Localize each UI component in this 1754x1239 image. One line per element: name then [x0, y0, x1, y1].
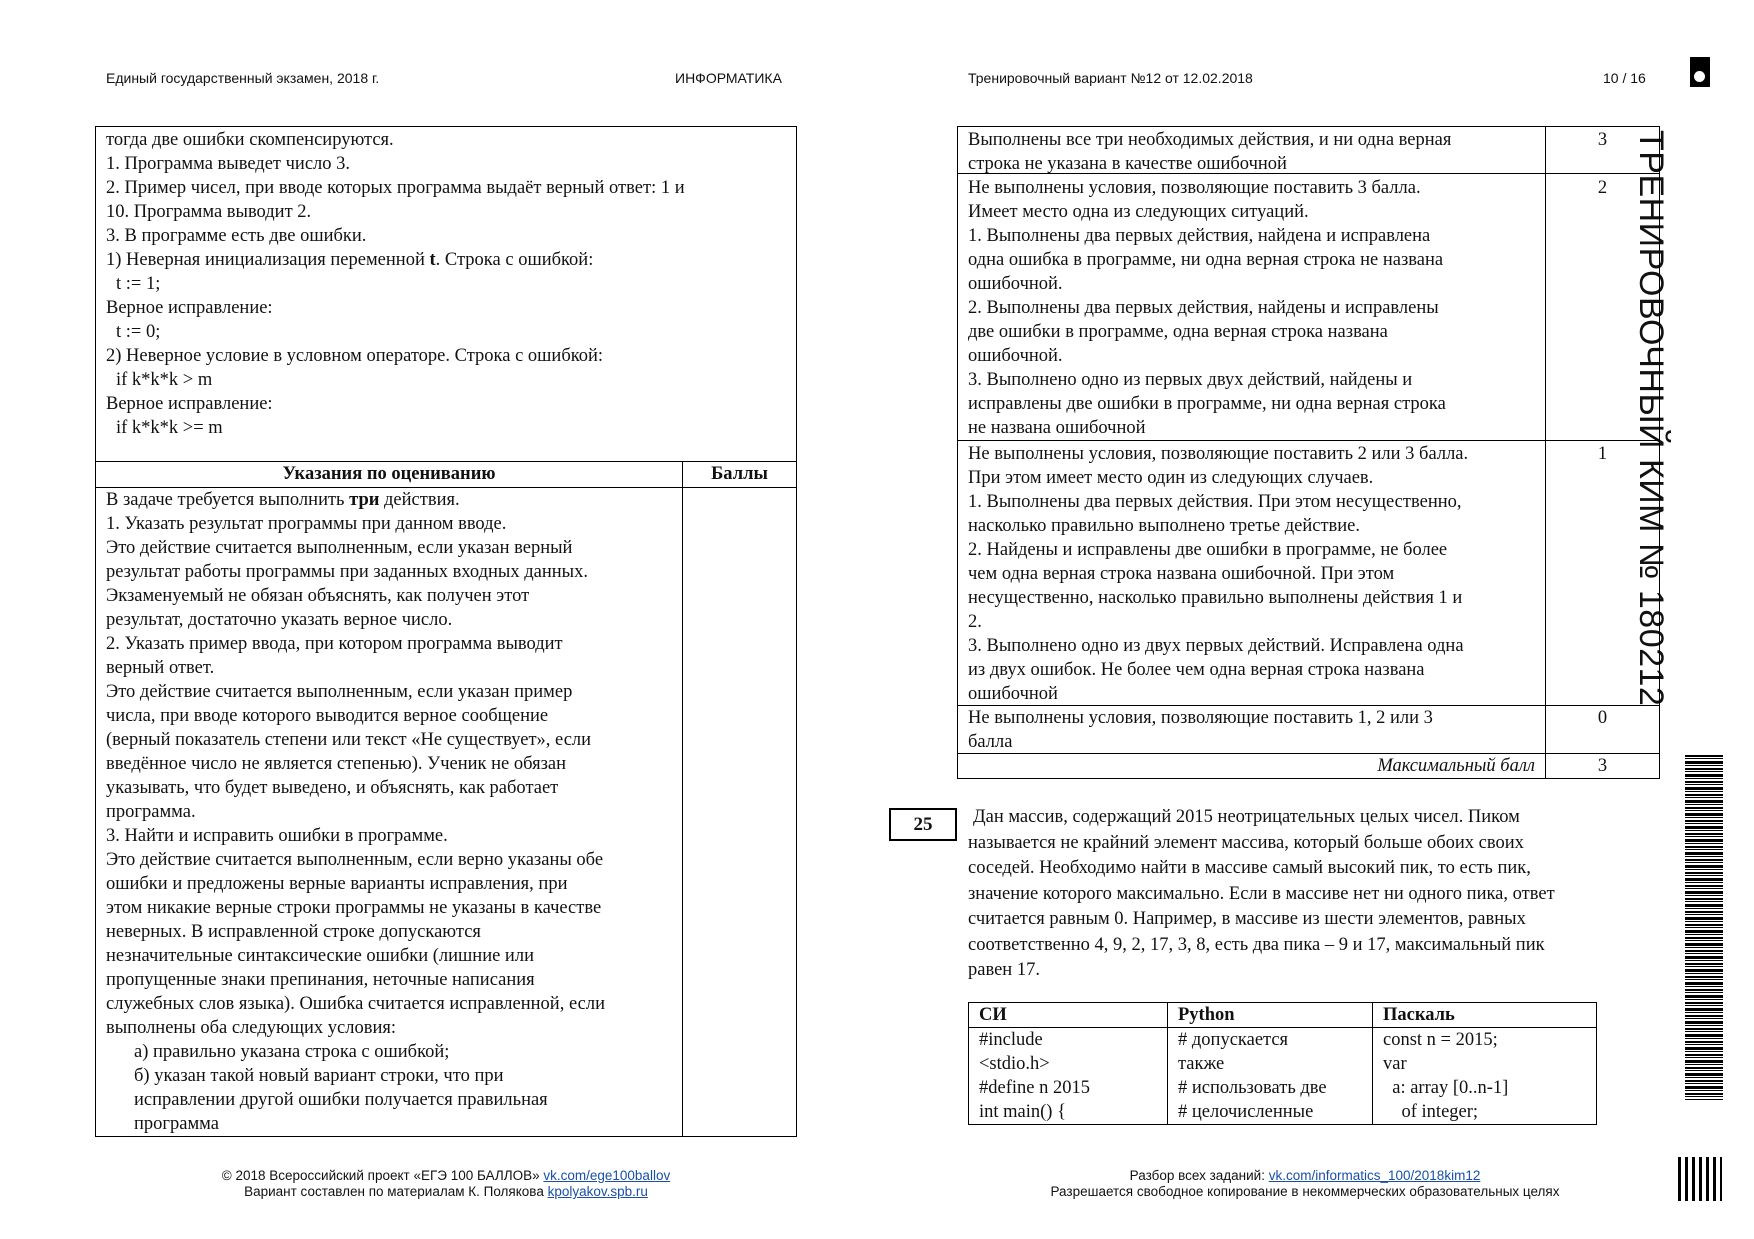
score-row-1-points: 1 — [1545, 440, 1660, 706]
footer-link-informatics[interactable]: vk.com/informatics_100/2018kim12 — [1268, 1168, 1481, 1183]
answer-line: тогда две ошибки скомпенсируются. — [106, 130, 394, 150]
answer-line: 3. В программе есть две ошибки. — [106, 226, 367, 246]
criteria-header: Указания по оцениванию — [95, 462, 683, 488]
criteria-body — [95, 487, 683, 1137]
footer-link-vk[interactable]: vk.com/ege100ballov — [543, 1168, 671, 1183]
code-col-header-pascal: Паскаль — [1373, 1003, 1597, 1028]
condition-line: исправлении другой ошибки получается правильная — [134, 1090, 548, 1110]
condition-line: а) правильно указана строка с ошибкой; — [134, 1042, 450, 1062]
task-line: называется не крайний элемент массива, который больше обоих своих — [968, 832, 1524, 853]
criteria-line: незначительные синтаксические ошибки (лишние или — [106, 946, 534, 966]
task-line: равен 17. — [968, 960, 1040, 980]
max-score-value: 3 — [1545, 753, 1660, 779]
score-row-3-points: 3 — [1545, 126, 1660, 174]
answer-line: 10. Программа выводит 2. — [106, 202, 312, 222]
criteria-line: программа. — [106, 802, 196, 822]
criteria-line: числа, при вводе которого выводится верное сообщение — [106, 706, 549, 726]
score-row-2-text: Не выполнены условия, позволяющие поставить 3 балла. Имеет место одна из следующих ситуаций. 1. Выполнены два первых действия, найдена и исправлена одна ошибка в программе, ни одна верная строка не названа ошибочной. 2. Выполнены два первых действия, найдены и исправлены две ошибки в программе, одна верная строка названа ошибочной. 3. Выполнено одно из первых двух действий, найдены и исправлены две ошибки в программе, ни одна верная строка не названа ошибочной — [957, 173, 1546, 441]
score-row-0-points: 0 — [1545, 705, 1660, 754]
error-1-code: t := 1; — [116, 274, 161, 294]
code-cell-pascal: const n = 2015; var a: array [0..n-1] of integer; — [1373, 1028, 1597, 1125]
corner-mark-icon — [1690, 57, 1710, 87]
criteria-line: 2. Указать пример ввода, при котором программа выводит — [106, 634, 563, 654]
max-score-label: Максимальный балл — [957, 753, 1546, 779]
criteria-line: Это действие считается выполненным, если указан верный — [106, 538, 573, 558]
qr-code-icon — [1678, 1157, 1722, 1201]
barcode-icon — [1685, 755, 1723, 1100]
task-line: соответственно 4, 9, 2, 17, 3, 8, есть два пика – 9 и 17, максимальный пик — [968, 934, 1545, 955]
task-line: Дан массив, содержащий 2015 неотрицательных целых чисел. Пиком — [973, 807, 1520, 827]
footer-left: © 2018 Всероссийский проект «ЕГЭ 100 БАЛЛОВ» vk.com/ege100ballov Вариант составлен по материалам К. Полякова kpolyakov.spb.ru — [221, 1168, 671, 1199]
criteria-line: неверных. В исправленной строке допускаются — [106, 922, 481, 942]
header-exam-title: Единый государственный экзамен, 2018 г. — [106, 70, 380, 86]
header-subject: ИНФОРМАТИКА — [675, 70, 782, 86]
criteria-line: результат работы программы при заданных входных данных. — [106, 562, 588, 582]
error-1-description: 1) Неверная инициализация переменной t. Строка с ошибкой: — [106, 250, 594, 270]
task-line: считается равным 0. Например, в массиве из шести элементов, равных — [968, 909, 1526, 929]
error-2-code: if k*k*k > m — [116, 370, 213, 390]
score-row-3-text: Выполнены все три необходимых действия, и ни одна верная строка не указана в качестве ошибочной — [957, 126, 1546, 174]
criteria-line: (верный показатель степени или текст «Не существует», если — [106, 730, 592, 750]
answer-box — [95, 126, 797, 462]
header-variant: Тренировочный вариант №12 от 12.02.2018 — [968, 70, 1253, 86]
footer-link-kpolyakov[interactable]: kpolyakov.spb.ru — [547, 1184, 648, 1199]
side-title: ТРЕНИРОВОЧНЫЙ КИМ № 180212 — [1632, 130, 1670, 707]
criteria-line: Экзаменуемый не обязан объяснять, как получен этот — [106, 586, 530, 606]
code-table — [968, 1002, 1597, 1125]
fix-label-2: Верное исправление: — [106, 394, 273, 414]
task-25-text — [968, 805, 1658, 984]
answer-line: 2. Пример чисел, при вводе которых программа выдаёт верный ответ: 1 и — [106, 178, 685, 198]
fix-label-1: Верное исправление: — [106, 298, 273, 318]
criteria-line: верный ответ. — [106, 658, 215, 678]
criteria-line: Это действие считается выполненным, если верно указаны обе — [106, 850, 604, 870]
code-col-header-c: СИ — [969, 1003, 1168, 1028]
criteria-line: выполнены оба следующих условия: — [106, 1018, 397, 1038]
criteria-line: ошибки и предложены верные варианты исправления, при — [106, 874, 568, 894]
criteria-line: указывать, что будет выведено, и объяснять, как работает — [106, 778, 559, 798]
criteria-line: результат, достаточно указать верное число. — [106, 610, 453, 630]
criteria-points-cell — [682, 487, 797, 1137]
score-row-0-text: Не выполнены условия, позволяющие поставить 1, 2 или 3 балла — [957, 705, 1546, 754]
answer-line: 1. Программа выведет число 3. — [106, 154, 351, 174]
score-row-2-points: 2 — [1545, 173, 1660, 441]
condition-line: б) указан такой новый вариант строки, что при — [134, 1066, 504, 1086]
header-page-number: 10 / 16 — [1603, 70, 1646, 86]
fix-2-code: if k*k*k >= m — [116, 418, 223, 438]
criteria-line: этом никакие верные строки программы не указаны в качестве — [106, 898, 602, 918]
criteria-line: Это действие считается выполненным, если указан пример — [106, 682, 573, 702]
task-line: значение которого максимально. Если в массиве нет ни одного пика, ответ — [968, 883, 1555, 904]
code-cell-python: # допускается также # использовать две # целочисленные — [1168, 1028, 1373, 1125]
task-number-box: 25 — [889, 808, 957, 841]
points-header: Баллы — [682, 462, 797, 488]
task-line: соседей. Необходимо найти в массиве самый высокий пик, то есть пик, — [968, 858, 1531, 878]
criteria-line: служебных слов языка). Ошибка считается исправленной, если — [106, 994, 605, 1014]
criteria-intro: В задаче требуется выполнить три действия. — [106, 490, 460, 510]
code-cell-c: #include <stdio.h> #define n 2015 int main() { — [969, 1028, 1168, 1125]
score-row-1-text: Не выполнены условия, позволяющие поставить 2 или 3 балла. При этом имеет место один из следующих случаев. 1. Выполнены два первых действия. При этом несущественно, насколько правильно выполнено третье действие. 2. Найдены и исправлены две ошибки в программе, не более чем одна верная строка названа ошибочной. При этом несущественно, насколько правильно выполнены действия 1 и 2. 3. Выполнено одно из двух первых действий. Исправлена одна из двух ошибок. Не более чем одна верная строка названа ошибочной — [957, 440, 1546, 706]
criteria-line: пропущенные знаки препинания, неточные написания — [106, 970, 535, 990]
fix-1-code: t := 0; — [116, 322, 161, 342]
condition-line: программа — [134, 1114, 219, 1134]
error-2-description: 2) Неверное условие в условном операторе. Строка с ошибкой: — [106, 346, 604, 366]
criteria-line: 1. Указать результат программы при данном вводе. — [106, 514, 507, 534]
criteria-line: введённое число не является степенью). Ученик не обязан — [106, 754, 567, 774]
code-col-header-python: Python — [1168, 1003, 1373, 1028]
criteria-line: 3. Найти и исправить ошибки в программе. — [106, 826, 448, 846]
footer-right: Разбор всех заданий: vk.com/informatics_100/2018kim12 Разрешается свободное копирование в некоммерческих образовательных целях — [1050, 1168, 1560, 1199]
